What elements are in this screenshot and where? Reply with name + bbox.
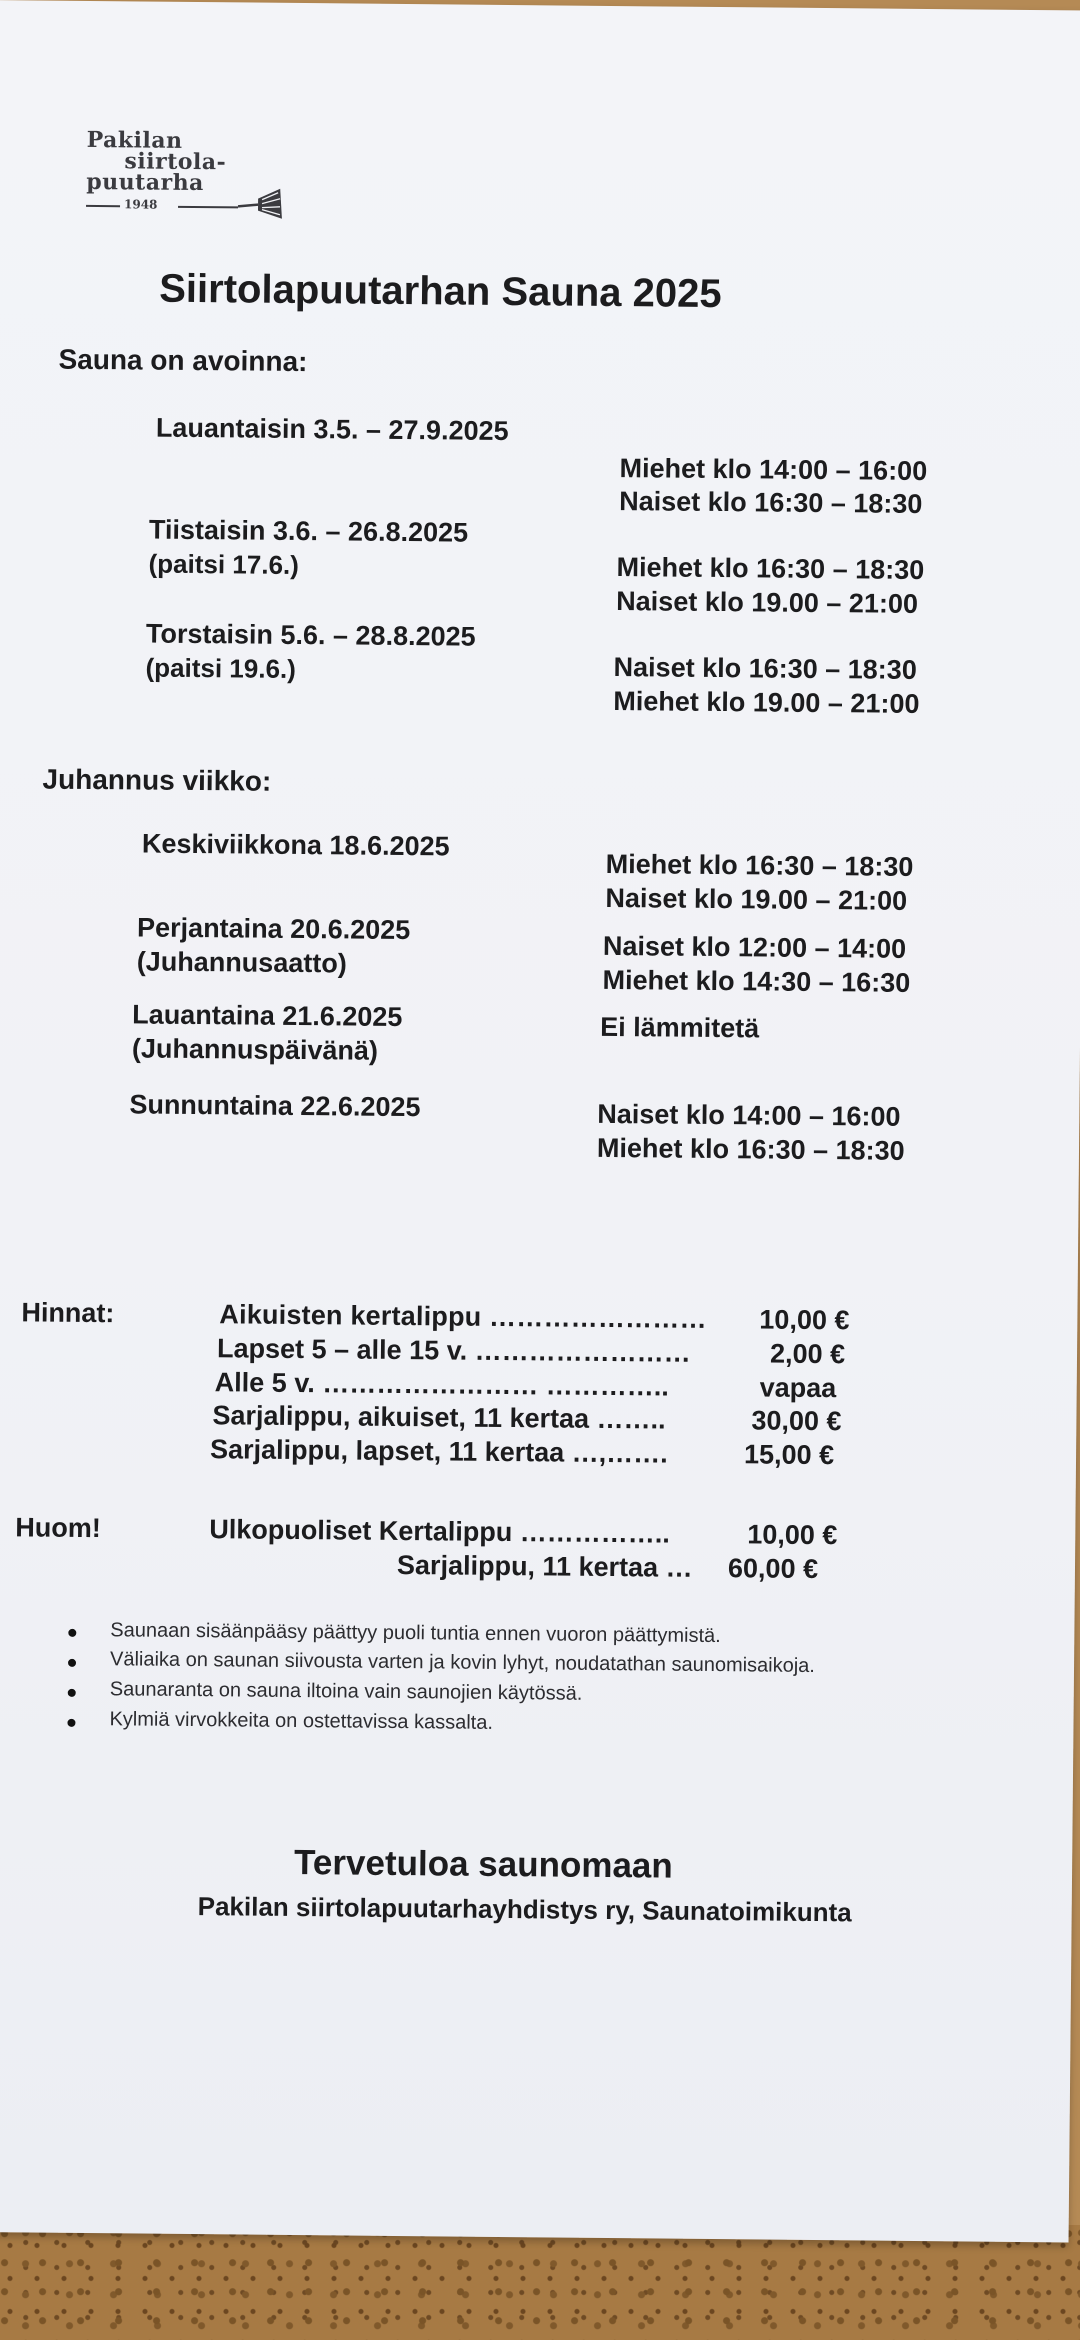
bullet-dot: [68, 1659, 76, 1667]
corkboard-background: [0, 2225, 1080, 2340]
price-item: Aikuisten kertalippu ……………………: [219, 1299, 707, 1334]
price-value: vapaa: [759, 1372, 837, 1404]
midsummer-day: Keskiviikkona 18.6.2025: [141, 828, 450, 862]
rule-text: Väliaika on saunan siivousta varten ja kovin lyhyt, noudatathan saunomisaikoja.: [109, 1648, 816, 1677]
schedule-time: Naiset klo 16:30 – 18:30: [613, 652, 917, 685]
midsummer-day: Sunnuntaina 22.6.2025: [129, 1089, 421, 1123]
midsummer-time: Miehet klo 16:30 – 18:30: [596, 1132, 905, 1166]
midsummer-day: Lauantaina 21.6.2025: [132, 999, 403, 1033]
schedule-time: Miehet klo 16:30 – 18:30: [616, 552, 925, 585]
price-value: 10,00 €: [747, 1519, 838, 1551]
midsummer-time: Naiset klo 14:00 – 16:00: [597, 1098, 901, 1132]
midsummer-day: Perjantaina 20.6.2025: [136, 912, 411, 946]
midsummer-heading: Juhannus viikko:: [42, 763, 272, 797]
price-value: 10,00 €: [759, 1304, 850, 1336]
page-title: Siirtolapuutarhan Sauna 2025: [159, 266, 722, 317]
price-item: Sarjalippu, aikuiset, 11 kertaa ……..: [212, 1400, 666, 1435]
schedule-note: (paitsi 19.6.): [145, 652, 297, 684]
price-value: 15,00 €: [743, 1439, 835, 1471]
price-item: Sarjalippu, lapset, 11 kertaa …,…….: [209, 1434, 668, 1469]
prices-label: Hinnat:: [21, 1297, 115, 1329]
rule-text: Saunaranta on sauna iltoina vain saunojien käytössä.: [109, 1678, 583, 1705]
price-item: Lapset 5 – alle 15 v. ……………………: [216, 1333, 691, 1368]
schedule-time: Naiset klo 19.00 – 21:00: [616, 586, 919, 619]
logo: [86, 127, 287, 239]
bullet-dot: [68, 1629, 76, 1637]
midsummer-time: Naiset klo 19.00 – 21:00: [605, 882, 908, 916]
price-value: 30,00 €: [751, 1405, 842, 1437]
midsummer-note: (Juhannusaatto): [136, 946, 347, 979]
midsummer-note: (Juhannuspäivänä): [131, 1033, 379, 1066]
midsummer-time: Ei lämmitetä: [600, 1011, 760, 1044]
welcome-text: Tervetuloa saunomaan: [293, 1843, 673, 1886]
price-item: Ulkopuoliset Kertalippu ……………..: [209, 1514, 670, 1549]
schedule-time: Miehet klo 19.00 – 21:00: [613, 686, 920, 719]
rule-text: Saunaan sisäänpääsy päättyy puoli tuntia ennen vuoron päättymistä.: [110, 1619, 721, 1648]
logo-year: 1948: [123, 197, 158, 212]
schedule-note: (paitsi 17.6.): [148, 548, 300, 580]
schedule-day: Lauantaisin 3.5. – 27.9.2025: [155, 412, 509, 446]
logo-line-2: siirtola-: [124, 148, 227, 176]
note-label: Huom!: [15, 1512, 101, 1544]
schedule-day: Tiistaisin 3.6. – 26.8.2025: [148, 514, 469, 548]
broom-icon: [236, 184, 284, 224]
schedule-day: Torstaisin 5.6. – 28.8.2025: [145, 618, 476, 652]
bullet-dot: [68, 1689, 76, 1697]
midsummer-time: Miehet klo 16:30 – 18:30: [605, 848, 914, 882]
logo-rule-left: [86, 205, 120, 207]
rule-text: Kylmiä virvokkeita on ostettavissa kassalta.: [109, 1708, 494, 1734]
price-item: Sarjalippu, 11 kertaa …: [396, 1549, 693, 1583]
logo-rule-right: [178, 206, 238, 209]
price-value: 2,00 €: [769, 1338, 846, 1370]
midsummer-time: Naiset klo 12:00 – 14:00: [602, 930, 907, 964]
bullet-dot: [67, 1719, 75, 1727]
price-item: Alle 5 v. …………………… …………..: [214, 1367, 669, 1402]
logo-line-1: Pakilan: [86, 126, 183, 154]
organization-signature: Pakilan siirtolapuutarhayhdistys ry, Saunatoimikunta: [197, 1891, 852, 1928]
price-value: 60,00 €: [727, 1553, 819, 1585]
schedule-time: Naiset klo 16:30 – 18:30: [619, 486, 923, 519]
schedule-time: Miehet klo 14:00 – 16:00: [619, 453, 928, 487]
logo-line-3: puutarha: [86, 168, 205, 197]
midsummer-time: Miehet klo 14:30 – 16:30: [602, 964, 911, 998]
open-heading: Sauna on avoinna:: [58, 343, 308, 378]
